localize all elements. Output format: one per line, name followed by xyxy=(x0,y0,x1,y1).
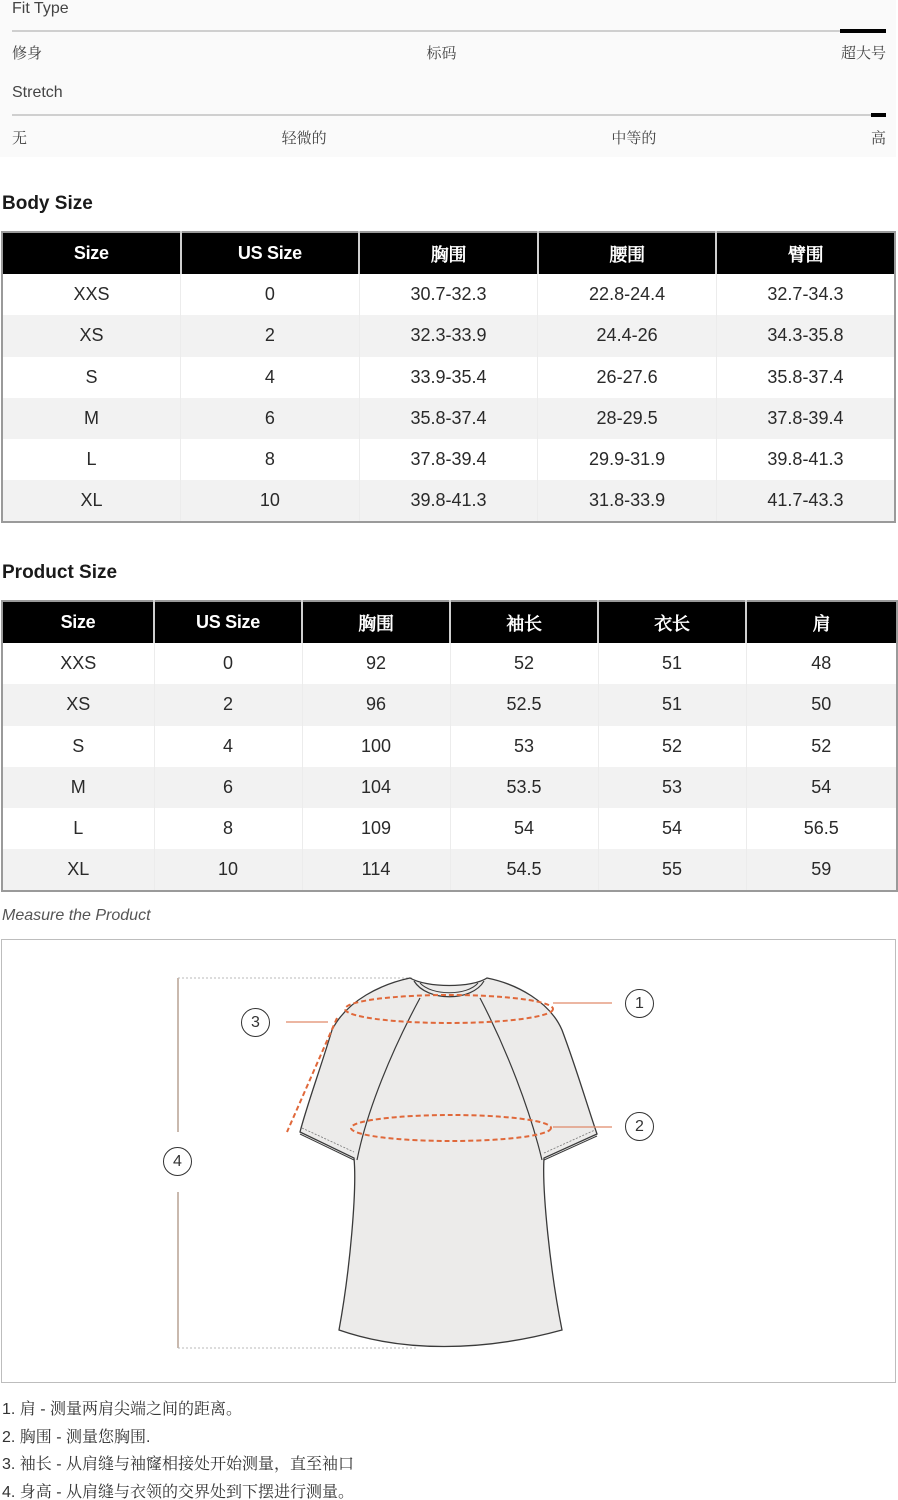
column-header: 臂围 xyxy=(716,232,895,274)
table-cell: 50 xyxy=(746,684,897,725)
callout-3-icon xyxy=(241,1008,270,1037)
fit-type-tick: 超大号 xyxy=(840,45,886,62)
table-cell: 53 xyxy=(450,726,598,767)
table-cell: 6 xyxy=(154,767,302,808)
column-header: 衣长 xyxy=(598,601,746,643)
stretch-label: Stretch xyxy=(12,84,63,101)
table-cell: 37.8-39.4 xyxy=(359,439,538,480)
note-length: 4. 身高 - 从肩缝与衣领的交界处到下摆进行测量。 xyxy=(2,1483,355,1500)
table-cell: 52 xyxy=(598,726,746,767)
table-header-row xyxy=(2,601,897,643)
table-cell: 39.8-41.3 xyxy=(716,439,895,480)
table-cell: XXS xyxy=(73,284,110,305)
table-row xyxy=(2,480,895,521)
callout-number: 1 xyxy=(635,994,644,1012)
table-cell: 56.5 xyxy=(746,808,897,849)
table-cell: M xyxy=(2,767,154,808)
callout-number: 3 xyxy=(251,1013,260,1031)
table-cell: 114 xyxy=(302,849,450,890)
table-cell: 54 xyxy=(450,808,598,849)
stretch-tick: 轻微的 xyxy=(281,130,327,147)
table-cell: 10 xyxy=(181,480,360,521)
fit-type-tick: 修身 xyxy=(12,45,43,62)
stretch-tick: 无 xyxy=(12,130,28,147)
table-cell: 8 xyxy=(154,808,302,849)
callout-number: 2 xyxy=(635,1117,644,1135)
callout-number: 4 xyxy=(173,1152,182,1170)
table-cell: 41.7-43.3 xyxy=(716,480,895,521)
stretch-tick: 中等的 xyxy=(611,130,657,147)
body-size-table xyxy=(1,231,896,523)
table-cell: 32.3-33.9 xyxy=(359,315,538,356)
note-shoulder: 1. 肩 - 测量两肩尖端之间的距离。 xyxy=(2,1401,243,1418)
stretch-ticks xyxy=(12,127,886,148)
table-cell: 26-27.6 xyxy=(538,357,717,398)
column-header: 胸围 xyxy=(302,601,450,643)
table-row xyxy=(2,315,895,356)
column-header: 肩 xyxy=(746,601,897,643)
table-cell: XXS xyxy=(60,653,97,674)
column-header: 腰围 xyxy=(538,232,717,274)
fit-type-label: Fit Type xyxy=(12,0,69,17)
table-cell: 0 xyxy=(181,274,360,315)
table-row xyxy=(2,398,895,439)
table-row xyxy=(2,357,895,398)
table-cell: 54 xyxy=(746,767,897,808)
table-cell: S xyxy=(72,735,85,756)
table-cell: 55 xyxy=(598,849,746,890)
measure-caption: Measure the Product xyxy=(2,907,151,924)
table-cell: M xyxy=(2,398,181,439)
table-cell: 10 xyxy=(154,849,302,890)
table-row xyxy=(2,274,895,315)
table-cell: 37.8-39.4 xyxy=(716,398,895,439)
table-cell: XL xyxy=(2,849,154,890)
table-cell: 59 xyxy=(746,849,897,890)
product-size-table xyxy=(1,600,898,892)
table-cell: 31.8-33.9 xyxy=(538,480,717,521)
column-header: 胸围 xyxy=(359,232,538,274)
stretch-marker xyxy=(871,113,886,117)
table-cell: 22.8-24.4 xyxy=(538,274,717,315)
column-header: US Size xyxy=(154,601,302,643)
table-cell: 4 xyxy=(181,357,360,398)
table-cell: 52 xyxy=(746,726,897,767)
fit-type-track xyxy=(12,30,886,32)
table-cell: 51 xyxy=(598,684,746,725)
table-cell: 35.8-37.4 xyxy=(716,357,895,398)
table-cell: L xyxy=(86,449,97,470)
product-size-title: Product Size xyxy=(2,562,118,583)
table-cell: 39.8-41.3 xyxy=(359,480,538,521)
table-cell: 100 xyxy=(302,726,450,767)
table-cell: 104 xyxy=(302,767,450,808)
table-cell: 35.8-37.4 xyxy=(359,398,538,439)
table-cell: L xyxy=(73,818,84,839)
table-cell: 4 xyxy=(154,726,302,767)
table-row xyxy=(2,684,897,725)
table-cell: 34.3-35.8 xyxy=(716,315,895,356)
table-row xyxy=(2,726,897,767)
fit-type-tick: 标码 xyxy=(426,45,457,62)
table-row xyxy=(2,767,897,808)
callout-2-icon xyxy=(625,1112,654,1141)
table-cell: XS xyxy=(2,684,154,725)
column-header: Size xyxy=(2,601,154,643)
measurement-diagram xyxy=(1,939,896,1383)
table-cell: 28-29.5 xyxy=(538,398,717,439)
table-row xyxy=(2,849,897,890)
stretch-track xyxy=(12,114,886,116)
table-cell: XS xyxy=(2,315,181,356)
column-header: US Size xyxy=(181,232,360,274)
table-cell: 0 xyxy=(154,643,302,684)
table-cell: 29.9-31.9 xyxy=(538,439,717,480)
fit-type-ticks xyxy=(12,42,886,63)
table-cell: 52 xyxy=(450,643,598,684)
table-cell: S xyxy=(85,366,98,387)
body-size-title: Body Size xyxy=(2,193,93,214)
table-cell: 51 xyxy=(598,643,746,684)
table-cell: 54 xyxy=(598,808,746,849)
column-header: 袖长 xyxy=(450,601,598,643)
column-header: Size xyxy=(2,232,181,274)
table-row xyxy=(2,439,895,480)
fit-type-marker xyxy=(840,29,886,33)
table-cell: XL xyxy=(2,480,181,521)
table-cell: 30.7-32.3 xyxy=(359,274,538,315)
stretch-tick: 高 xyxy=(870,130,886,147)
callout-4-icon xyxy=(163,1147,192,1176)
table-header-row xyxy=(2,232,895,274)
tshirt-diagram-icon xyxy=(2,940,897,1384)
table-cell: 52.5 xyxy=(450,684,598,725)
callout-1-icon xyxy=(625,989,654,1018)
table-cell: 24.4-26 xyxy=(538,315,717,356)
table-cell: 54.5 xyxy=(450,849,598,890)
table-cell: 32.7-34.3 xyxy=(716,274,895,315)
note-chest: 2. 胸围 - 测量您胸围. xyxy=(2,1428,151,1446)
table-cell: 48 xyxy=(746,643,897,684)
table-cell: 6 xyxy=(181,398,360,439)
table-cell: 53 xyxy=(598,767,746,808)
table-cell: 8 xyxy=(181,439,360,480)
table-cell: 109 xyxy=(302,808,450,849)
fit-panel xyxy=(0,0,896,157)
table-cell: 2 xyxy=(154,684,302,725)
table-cell: 33.9-35.4 xyxy=(359,357,538,398)
table-row xyxy=(2,808,897,849)
table-cell: 2 xyxy=(181,315,360,356)
table-cell: 92 xyxy=(302,643,450,684)
table-cell: 96 xyxy=(302,684,450,725)
note-sleeve: 3. 袖长 - 从肩缝与袖窿相接处开始测量，直至袖口 xyxy=(2,1456,355,1473)
table-cell: 53.5 xyxy=(450,767,598,808)
measurement-notes xyxy=(2,1396,354,1500)
table-row xyxy=(2,643,897,684)
